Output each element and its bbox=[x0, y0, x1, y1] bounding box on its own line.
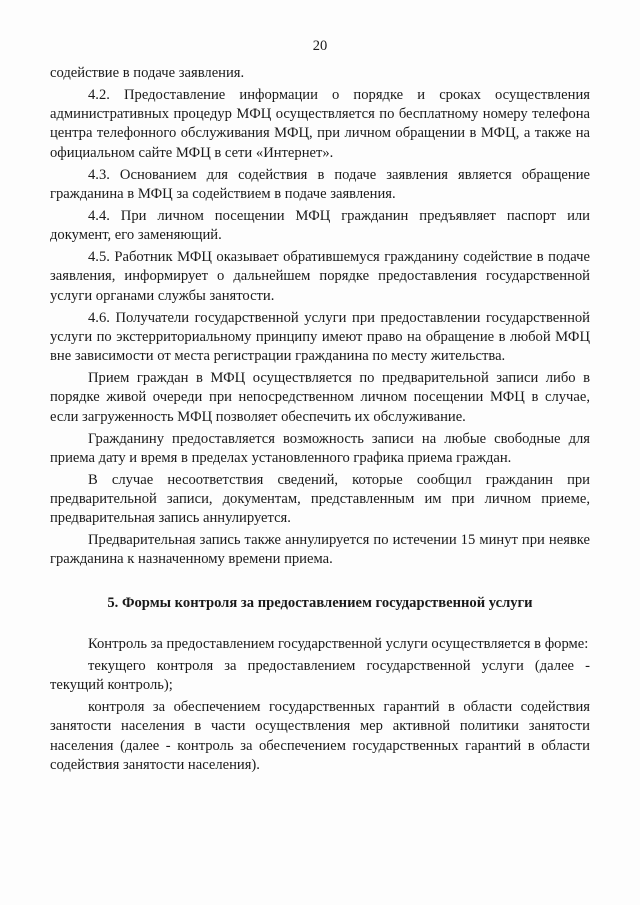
paragraph-4-6: 4.6. Получатели государственной услуги при предоставлении государственной услуги по экстерриториальному принципу имеют право на обращение в любой МФЦ вне зависимости от места регистрации гражданина по месту жительства. bbox=[50, 309, 590, 365]
paragraph-booking: Гражданину предоставляется возможность записи на любые свободные для приема дату и время в пределах установленного графика приема граждан. bbox=[50, 430, 590, 466]
page-number: 20 bbox=[312, 38, 328, 54]
paragraph-cancellation: Предварительная запись также аннулируется по истечении 15 минут при неявке гражданина к назначенному времени приема. bbox=[50, 532, 590, 568]
paragraph-4-2: 4.2. Предоставление информации о порядке и сроках осуществления административных процедур МФЦ осуществляется по бесплатному номеру телефона центра телефонного обслуживания МФЦ, при личном обращении в МФЦ, а также на официальном сайте МФЦ в сети «Интернет». bbox=[50, 86, 590, 161]
document-body bbox=[50, 64, 590, 778]
paragraph-4-4: 4.4. При личном посещении МФЦ гражданин предъявляет паспорт или документ, его заменяющий. bbox=[50, 207, 590, 244]
paragraph-4-3: 4.3. Основанием для содействия в подаче заявления является обращение гражданина в МФЦ за содействием в подаче заявления. bbox=[50, 166, 590, 202]
paragraph-guarantee-control: контроля за обеспечением государственных гарантий в области содействия занятости населения в части осуществления мер активной политики занятости населения (далее - контроль за обеспечением государственных гарантий в области содействия занятости населения). bbox=[50, 699, 590, 774]
paragraph-control-forms: Контроль за предоставлением государственной услуги осуществляется в форме: bbox=[88, 636, 589, 653]
paragraph-mismatch: В случае несоответствия сведений, которые сообщил гражданин при предварительной записи, документам, представленным им при личном приеме, предварительная запись аннулируется. bbox=[50, 471, 590, 527]
paragraph-4-5: 4.5. Работник МФЦ оказывает обратившемуся гражданину содействие в подаче заявления, информирует о дальнейшем порядке предоставления государственной услуги органами службы занятости. bbox=[50, 249, 590, 304]
paragraph-current-control: текущего контроля за предоставлением государственной услуги (далее - текущий контроль); bbox=[50, 657, 590, 694]
section-heading: 5. Формы контроля за предоставлением государственной услуги bbox=[107, 594, 533, 611]
paragraph-reception: Прием граждан в МФЦ осуществляется по предварительной записи либо в порядке живой очереди при непосредственном личном посещении МФЦ в случае, если загруженность МФЦ позволяет обеспечить их обслуживание. bbox=[50, 370, 590, 425]
paragraph-continuation: содействие в подаче заявления. bbox=[50, 65, 245, 81]
